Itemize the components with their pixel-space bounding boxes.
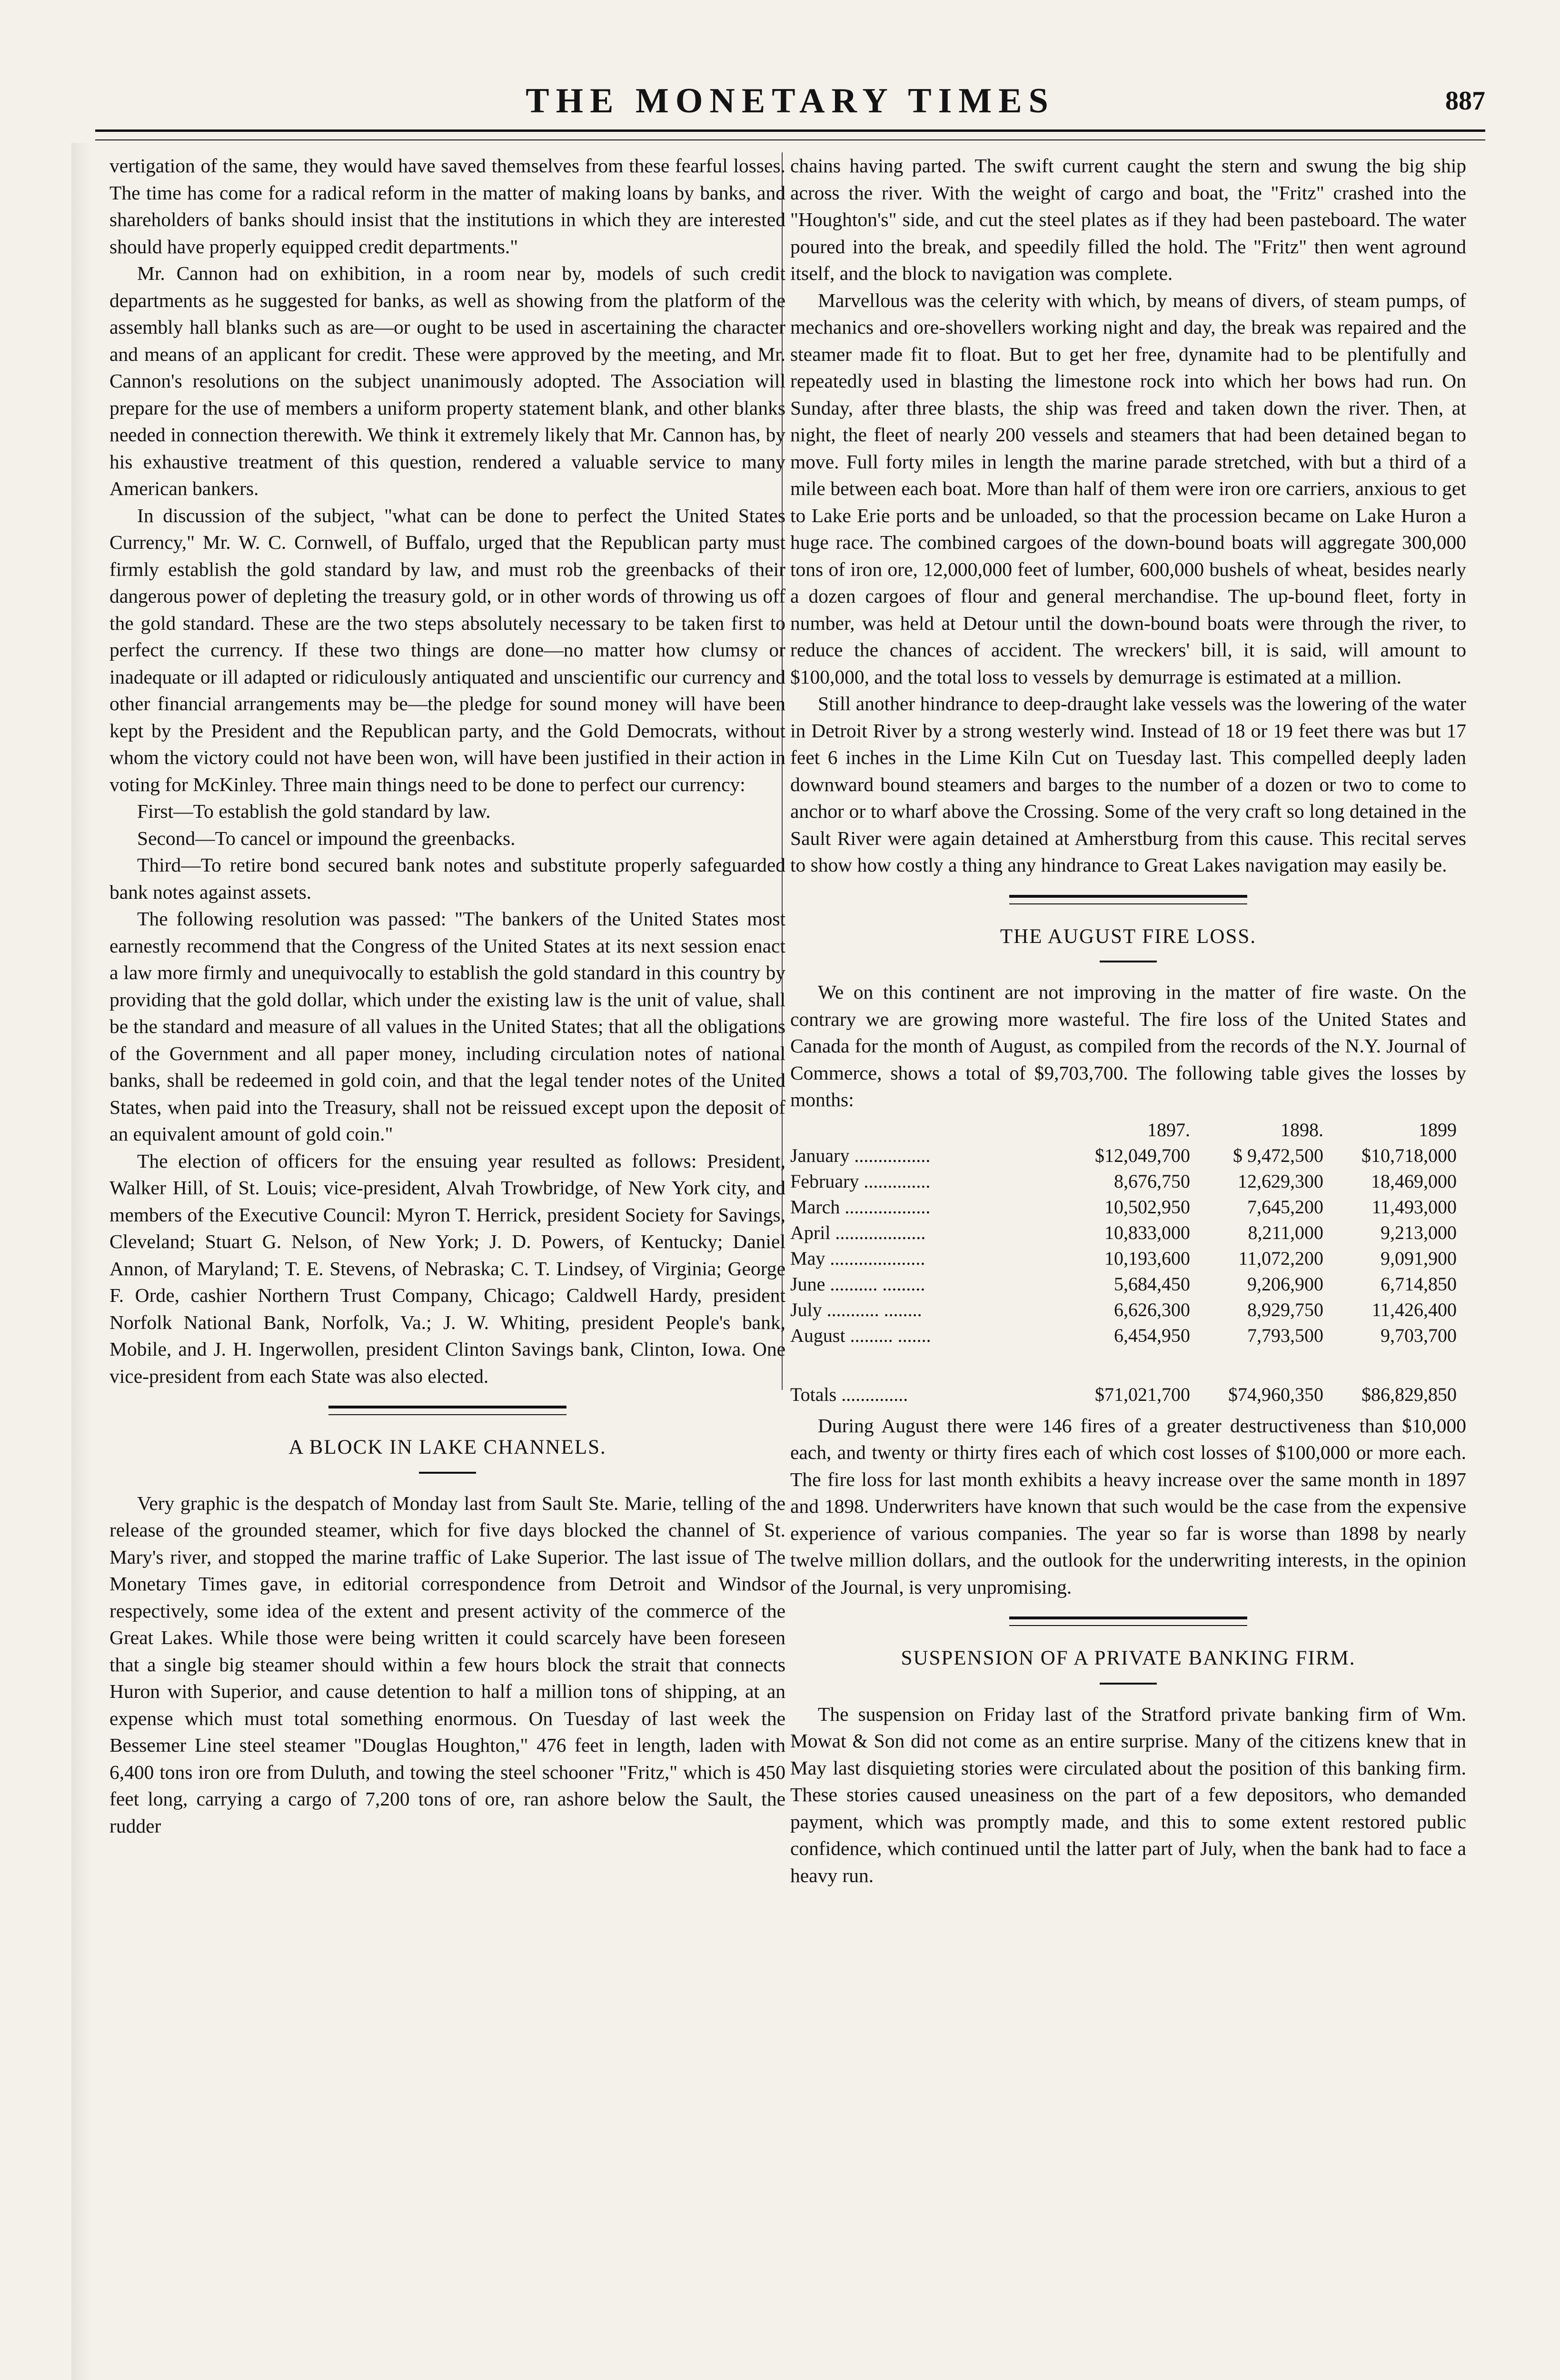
section-heading: THE AUGUST FIRE LOSS. xyxy=(1000,925,1257,948)
table-cell: 10,833,000 xyxy=(1104,1221,1190,1243)
table-cell: 8,211,000 xyxy=(1248,1221,1323,1243)
table-cell-month: July ........... ........ xyxy=(790,1299,922,1320)
table-row xyxy=(790,1194,1457,1220)
table-header: 1897. xyxy=(1147,1119,1190,1140)
table-cell: 9,091,900 xyxy=(1381,1247,1457,1269)
masthead-rule xyxy=(95,129,1485,140)
paragraph: Still another hindrance to deep-draught lake vessels was the lowering of the water in Detroit River by a strong westerly wind. Instead of 18 or 19 feet there was but 17 feet 6 inches in the Lime Kiln Cut on Tuesday last. This compelled deeply laden downward bound steamers and barges to the number of a dozen or two to come to anchor or to wharf above the Crossing. Some of the very craft so long detained in the Sault River were again detained at Amherstburg from this cause. This recital serves to show how costly a thing any hindrance to Great Lakes navigation may easily be. xyxy=(790,693,1466,876)
heading-rule xyxy=(1100,1683,1157,1685)
table-header-spacer xyxy=(790,1117,1057,1143)
table-cell: 6,454,950 xyxy=(1114,1324,1190,1346)
table-cell: 8,676,750 xyxy=(1114,1170,1190,1192)
table-row xyxy=(790,1297,1457,1323)
heading-rule xyxy=(419,1472,476,1474)
paragraph: The suspension on Friday last of the Stratford private banking firm of Wm. Mowat & Son did not come as an entire surprise. Many of the citizens knew that in May last disquieting stories were circulated about the position of this banking firm. These stories caused uneasiness on the part of a few depositors, who demanded payment, which was promptly made, and this to some extent restored public confidence, which continued until the latter part of July, when the bank had to face a heavy run. xyxy=(790,1703,1466,1886)
table-header-row xyxy=(790,1117,1457,1143)
table-cell: 9,213,000 xyxy=(1381,1221,1457,1243)
table-row xyxy=(790,1220,1457,1246)
paragraph: vertigation of the same, they would have saved themselves from these fearful losses. The time has come for a radical reform in the matter of making loans by banks, and shareholders of banks should insist that the institutions in which they are interested should have properly equipped credit departments." xyxy=(109,155,785,258)
table-row xyxy=(790,1169,1457,1194)
table-cell: 6,714,850 xyxy=(1381,1273,1457,1295)
table-cell-month: February .............. xyxy=(790,1170,931,1192)
list-item: First—To establish the gold standard by law. xyxy=(137,800,491,822)
section-ornament-rule xyxy=(1009,895,1247,904)
table-cell: 18,469,000 xyxy=(1371,1170,1457,1192)
table-cell: 12,629,300 xyxy=(1238,1170,1323,1192)
paragraph: The election of officers for the ensuing year resulted as follows: President, Walker Hill, of St. Louis; vice-president, Alvah Trowbridge, of New York city, and members of the Executive Council: Myron T. Herrick, president Society for Savings, Cleveland; Stuart G. Nelson, of New York; J. D. Powers, of Kentucky; Daniel Annon, of Maryland; T. E. Stevens, of Nebraska; C. T. Lindsey, of Virginia; George F. Orde, cashier Northern Trust Company, Chicago; Caldwell Hardy, president Norfolk National Bank, Norfolk, Va.; J. W. Whiting, president People's bank, Mobile, and J. H. Ingerwollen, president Clinton Savings bank, Clinton, Iowa. One vice-president from each State was also elected. xyxy=(109,1150,785,1387)
publication-title: THE MONETARY TIMES xyxy=(526,81,1055,120)
table-cell: 11,072,200 xyxy=(1238,1247,1323,1269)
section-ornament-rule xyxy=(328,1406,566,1415)
paragraph: We on this continent are not improving in the matter of fire waste. On the contrary we are growing more wasteful. The fire loss of the United States and Canada for the month of August, as compiled from the records of the N.Y. Journal of Commerce, shows a total of $9,703,700. The following table gives the losses by months: xyxy=(790,981,1466,1111)
table-cell-month: May .................... xyxy=(790,1247,925,1269)
list-item: Second—To cancel or impound the greenbacks. xyxy=(137,827,516,849)
right-column xyxy=(790,152,1466,1889)
table-cell: $86,829,850 xyxy=(1361,1383,1457,1405)
heading-rule xyxy=(1100,961,1157,962)
section-heading: SUSPENSION OF A PRIVATE BANKING FIRM. xyxy=(901,1647,1356,1669)
table-cell-month: January ................ xyxy=(790,1144,931,1166)
table-row xyxy=(790,1246,1457,1271)
table-cell-month: August ......... ....... xyxy=(790,1324,931,1346)
paragraph: Mr. Cannon had on exhibition, in a room near by, models of such credit departments as he suggested for banks, as well as showing from the platform of the assembly hall blanks such as are—or ought to be used in ascertaining the character and means of an applicant for credit. These were approved by the meeting, and Mr. Cannon's resolutions on the subject unanimously adopted. The Association will prepare for the use of members a uniform property statement blank, and other blanks needed in connection therewith. We think it extremely likely that Mr. Cannon has, by his exhaustive treatment of this question, rendered a valuable service to many American bankers. xyxy=(109,262,785,499)
list-item: Third—To retire bond secured bank notes and substitute properly safeguarded bank notes against assets. xyxy=(109,854,785,903)
table-cell-totals-label: Totals .............. xyxy=(790,1383,908,1405)
fire-loss-table xyxy=(790,1117,1457,1408)
table-cell: $ 9,472,500 xyxy=(1233,1144,1323,1166)
table-cell: 7,645,200 xyxy=(1247,1196,1323,1218)
paragraph: Very graphic is the despatch of Monday last from Sault Ste. Marie, telling of the release of the grounded steamer, which for five days blocked the channel of St. Mary's river, and stopped the marine traffic of Lake Superior. The last issue of The Monetary Times gave, in editorial correspondence from Detroit and Windsor respectively, some idea of the extent and present activity of the commerce of the Great Lakes. While those were being written it could scarcely have been foreseen that a single big steamer should within a few hours block the strait that connects Huron with Superior, and cause detention to half a million tons of shipping, at an expense which must total something enormous. On Tuesday of last week the Bessemer Line steel steamer "Douglas Houghton," 476 feet in length, laden with 6,400 tons iron ore from Duluth, and towing the steel schooner "Fritz," which is 450 feet long, carrying a cargo of 7,200 tons of ore, ran ashore below the Sault, the rudder xyxy=(109,1492,785,1837)
table-cell: 11,426,400 xyxy=(1371,1299,1457,1320)
section-ornament-rule xyxy=(1009,1616,1247,1626)
paragraph: In discussion of the subject, "what can be done to perfect the United States Currency," Mr. W. C. Cornwell, of Buffalo, urged that the Republican party must firmly establish the gold standard by law, and must rob the greenbacks of their dangerous power of depleting the treasury gold, or in other words of throwing us off the gold standard. These are the two steps absolutely necessary to be taken first to perfect the currency. If these two things are done—no matter how clumsy or inadequate or ill adapted or ridiculously antiquated and unscientific our currency and other financial arrangements may be—the pledge for sound money will have been kept by the President and the Republican party, and the Gold Democrats, without whom the victory could not have been won, will have been justified in their action in voting for McKinley. Three main things need to be done to perfect our currency: xyxy=(109,504,785,795)
table-cell: 9,206,900 xyxy=(1247,1273,1323,1295)
masthead xyxy=(95,71,1485,129)
table-cell: 6,626,300 xyxy=(1114,1299,1190,1320)
table-cell-month: April ................... xyxy=(790,1221,926,1243)
paragraph: The following resolution was passed: "The bankers of the United States most earnestly recommend that the Congress of the United States at its next session enact a law more firmly and unequivocally to establish the gold standard in this country by providing that the gold dollar, which under the existing law is the unit of value, shall be the standard and measure of all values in the United States; that all the obligations of the Government and all paper money, including circulation notes of national banks, shall be redeemed in gold coin, and that the legal tender notes of the United States, when paid into the Treasury, shall not be reissued except upon the deposit of an equivalent amount of gold coin." xyxy=(109,908,785,1145)
paragraph: During August there were 146 fires of a greater destructiveness than $10,000 each, and twenty or thirty fires each of which cost losses of $100,000 or more each. The fire loss for last month exhibits a heavy increase over the same month in 1897 and 1898. Underwriters have known that such would be the case from the expensive experience of various companies. The year so far is worse than 1898 by nearly twelve million dollars, and the outlook for the underwriting interests, in the opinion of the Journal, is very unpromising. xyxy=(790,1414,1466,1598)
page-number: 887 xyxy=(1445,86,1485,116)
left-column xyxy=(109,152,785,1839)
page-edge-shadow xyxy=(71,143,90,2380)
table-header: 1899 xyxy=(1419,1119,1457,1140)
table-cell: 10,193,600 xyxy=(1104,1247,1190,1269)
table-header: 1898. xyxy=(1281,1119,1323,1140)
table-cell: $74,960,350 xyxy=(1228,1383,1323,1405)
table-cell: 9,703,700 xyxy=(1381,1324,1457,1346)
table-cell-month: June .......... ......... xyxy=(790,1273,925,1295)
paragraph: Marvellous was the celerity with which, by means of divers, of steam pumps, of mechanics and ore-shovellers working night and day, the break was repaired and the steamer made fit to float. But to get her free, dynamite had to be plentifully and repeatedly used in blasting the limestone rock into which her bows had run. On Sunday, after three blasts, the ship was freed and taken down the river. Then, at night, the fleet of nearly 200 vessels and steamers that had been detained began to move. Full forty miles in length the marine parade stretched, with but a third of a mile between each boat. More than half of them were iron ore carriers, anxious to get to Lake Erie ports and be unloaded, so that the procession became on Lake Huron a huge race. The combined cargoes of the down-bound boats will aggregate 300,000 tons of iron ore, 12,000,000 feet of lumber, 600,000 bushels of wheat, besides nearly a dozen cargoes of flour and general merchandise. The up-bound fleet, forty in number, was held at Detour until the down-bound boats were through the river, to reduce the chances of accident. The wreckers' bill, it is said, will amount to $100,000, and the total loss to vessels by demurrage is estimated at a million. xyxy=(790,289,1466,688)
table-row xyxy=(790,1143,1457,1169)
table-row xyxy=(790,1323,1457,1349)
table-cell: $12,049,700 xyxy=(1095,1144,1190,1166)
table-cell: $71,021,700 xyxy=(1095,1383,1190,1405)
section-heading: A BLOCK IN LAKE CHANNELS. xyxy=(288,1436,606,1458)
table-cell: 7,793,500 xyxy=(1247,1324,1323,1346)
table-cell: 8,929,750 xyxy=(1247,1299,1323,1320)
table-cell: 11,493,000 xyxy=(1371,1196,1457,1218)
table-cell: 10,502,950 xyxy=(1104,1196,1190,1218)
paragraph: chains having parted. The swift current caught the stern and swung the big ship across the river. With the weight of cargo and boat, the "Fritz" crashed into the "Houghton's" side, and cut the steel plates as if they had been pasteboard. The water poured into the break, and speedily filled the hold. The "Fritz" then went aground itself, and the block to navigation was complete. xyxy=(790,155,1466,284)
table-row xyxy=(790,1271,1457,1297)
table-cell-month: March .................. xyxy=(790,1196,931,1218)
table-cell: $10,718,000 xyxy=(1361,1144,1457,1166)
table-cell: 5,684,450 xyxy=(1114,1273,1190,1295)
table-totals-row xyxy=(790,1349,1457,1408)
